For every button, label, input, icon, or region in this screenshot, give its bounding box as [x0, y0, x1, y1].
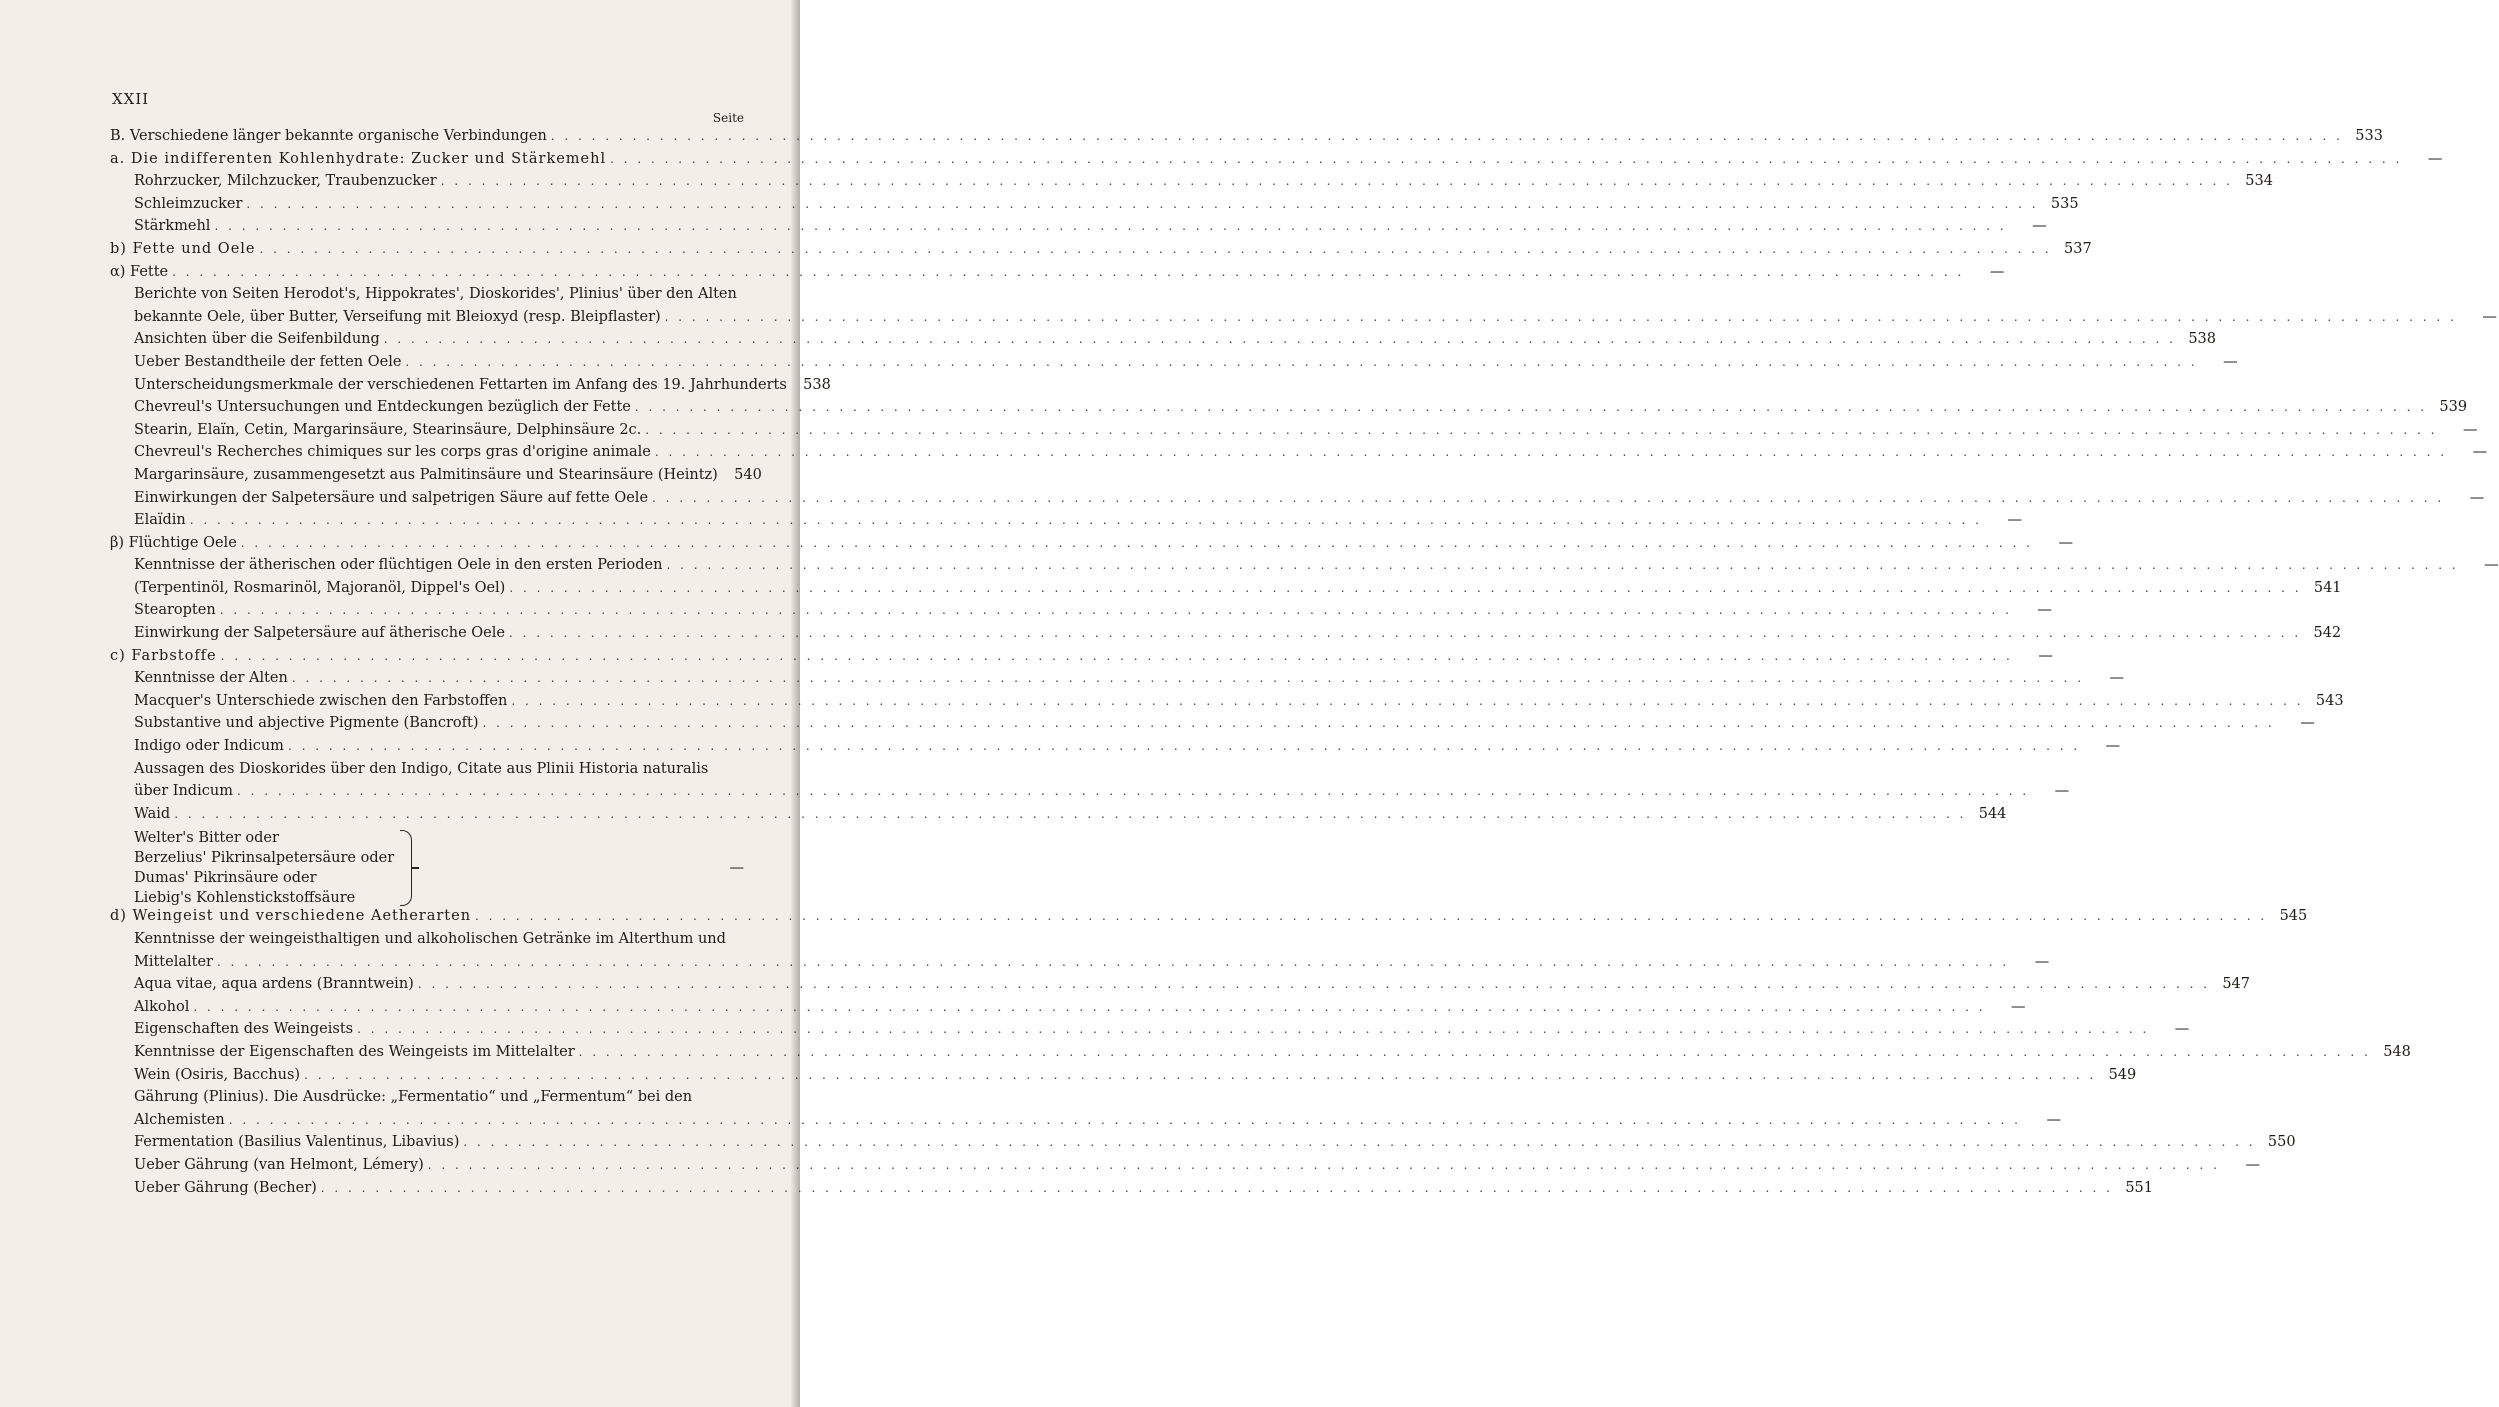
toc-entry: [110, 240, 2092, 264]
dot-leader: [221, 649, 2013, 663]
toc-entry: [110, 308, 2497, 332]
toc-entry-title: Stearopten: [134, 602, 216, 619]
page-edge-shadow: [790, 0, 800, 1407]
toc-entry: [110, 286, 744, 309]
toc-entry: [110, 1043, 2411, 1067]
toc-page-ref: —: [2038, 647, 2053, 664]
toc-entry-title: Kenntnisse der ätherischen oder flüchtigen Oele in den ersten Perioden: [134, 557, 663, 574]
toc-entry: [110, 173, 2273, 196]
brace-group-item: Dumas' Pikrinsäure oder: [134, 870, 317, 887]
dot-leader: [405, 355, 2197, 369]
toc-brace-group: [110, 828, 744, 908]
toc-page-ref: 551: [2125, 1179, 2153, 1196]
toc-entry-title: Kenntnisse der weingeisthaltigen und alkoholischen Getränke im Alterthum und: [134, 931, 726, 947]
dot-leader: [428, 1158, 2220, 1172]
toc-page-ref: 535: [2050, 195, 2079, 212]
brace-group-item: Berzelius' Pikrinsalpetersäure oder: [134, 850, 395, 867]
toc-page-ref: 548: [2383, 1043, 2411, 1060]
toc-entry-title: Alchemisten: [134, 1111, 225, 1128]
toc-entry-title: Einwirkungen der Salpetersäure und salpetrigen Säure auf fette Oele: [134, 489, 649, 506]
dot-leader: [214, 219, 2006, 233]
dot-leader: [509, 626, 2301, 640]
toc-entry-title: Aqua vitae, aqua ardens (Branntwein): [134, 976, 414, 993]
toc-entry: [110, 376, 831, 400]
toc-entry-title: a. Die indifferenten Kohlenhydrate: Zucker und Stärkemehl: [110, 150, 607, 167]
toc-entry: [110, 647, 2053, 671]
toc-page-ref: 547: [2222, 976, 2251, 993]
toc-page-ref: 543: [2315, 692, 2344, 709]
dot-leader: [441, 174, 2233, 188]
toc-entry-title: Stearin, Elaïn, Cetin, Margarinsäure, Stearinsäure, Delphinsäure 2c.: [134, 421, 642, 438]
dot-leader: [384, 332, 2176, 346]
dot-leader: [475, 909, 2267, 923]
toc-entry: [110, 1021, 2190, 1044]
toc-entry: [110, 489, 2485, 513]
toc-entry: [110, 150, 2443, 174]
toc-entry-title: Unterscheidungsmerkmale der verschiedenen Fettarten im Anfang des 19. Jahrhunderts: [134, 376, 787, 393]
toc-entry-title: d) Weingeist und verschiedene Aetherarten: [110, 908, 472, 925]
toc-entry: [110, 1179, 2153, 1203]
toc-page-ref: —: [2462, 421, 2478, 438]
toc-entry-title: Ueber Gährung (Becher): [134, 1179, 317, 1196]
toc-page-ref: 537: [2064, 240, 2092, 257]
toc-page-ref: —: [2472, 444, 2488, 461]
toc-entry-title: c) Farbstoffe: [110, 647, 217, 664]
toc-entry-title: Waid: [134, 805, 171, 822]
toc-page-ref: —: [2046, 1111, 2061, 1128]
toc-page-ref: —: [2034, 953, 2050, 970]
toc-entry-title: Rohrzucker, Milchzucker, Traubenzucker: [134, 173, 437, 190]
toc-entry: [110, 399, 2468, 422]
dot-leader: [551, 129, 2343, 143]
toc-page-ref: —: [2011, 998, 2026, 1015]
dot-leader: [237, 784, 2029, 798]
toc-entry-title: Margarinsäure, zusammengesetzt aus Palmitinsäure und Stearinsäure (Heintz): [134, 466, 718, 483]
dot-leader: [193, 1000, 1985, 1014]
toc-entry-title: β) Flüchtige Oele: [110, 534, 237, 551]
toc-page-ref: 534: [2245, 173, 2273, 190]
toc-entry: [110, 715, 2315, 738]
toc-page-ref: 540: [734, 466, 762, 483]
toc-entry: [110, 953, 2050, 977]
toc-entry: [110, 263, 2005, 287]
toc-entry: [110, 1134, 2296, 1157]
toc-entry: [110, 908, 2308, 931]
dot-leader: [229, 1113, 2021, 1127]
toc-entry: [110, 783, 2070, 806]
toc-page-ref: —: [2032, 218, 2047, 235]
toc-entry-title: Ansichten über die Seifenbildung: [134, 331, 380, 348]
toc-entry-title: Gährung (Plinius). Die Ausdrücke: „Fermentatio“ und „Fermentum“ bei den: [134, 1089, 693, 1106]
toc-entry-title: Wein (Osiris, Bacchus): [134, 1066, 301, 1083]
toc-section-after: [110, 908, 2411, 1202]
toc-entry-title: Chevreul's Recherches chimiques sur les corps gras d'origine animale: [134, 444, 651, 461]
dot-leader: [241, 536, 2033, 550]
dot-leader: [220, 603, 2012, 617]
toc-entry-title: bekannte Oele, über Butter, Verseifung mit Bleioxyd (resp. Bleipflaster): [134, 308, 661, 325]
toc-entry-title: Mittelalter: [134, 953, 213, 970]
toc-entry-title: Substantive und abjective Pigmente (Bancroft): [134, 715, 479, 732]
toc-entry: [110, 331, 2216, 354]
toc-page-ref: 533: [2355, 128, 2383, 144]
toc-page-ref: 544: [1978, 805, 2007, 822]
toc-entry: [110, 1089, 744, 1112]
toc-entry-title: Ueber Gährung (van Helmont, Lémery): [134, 1156, 424, 1173]
dot-leader: [511, 694, 2303, 708]
toc-page-ref: —: [2105, 738, 2121, 755]
toc-page-ref: —: [1989, 263, 2005, 280]
toc-page-ref: 539: [2439, 399, 2468, 416]
toc-entry: [110, 602, 2052, 625]
toc-page-ref: —: [2300, 715, 2315, 732]
toc-entry-title: Kenntnisse der Eigenschaften des Weingeists im Mittelalter: [134, 1043, 575, 1060]
toc-entry-title: Berichte von Seiten Herodot's, Hippokrates', Dioskorides', Plinius' über den Alten: [134, 286, 737, 303]
dot-leader: [655, 445, 2447, 459]
toc-entry: [110, 579, 2342, 603]
toc-entry-title: Chevreul's Untersuchungen und Entdeckungen bezüglich der Fette: [134, 399, 631, 416]
toc-page-ref: —: [2174, 1021, 2190, 1038]
toc-page-ref: —: [2245, 1156, 2260, 1173]
dot-leader: [610, 152, 2402, 166]
toc-entry-title: (Terpentinöl, Rosmarinöl, Majoranöl, Dippel's Oel): [134, 579, 506, 596]
dot-leader: [321, 1181, 2113, 1195]
toc-entry-title: Macquer's Unterschiede zwischen den Farbstoffen: [134, 692, 508, 709]
toc-entry-title: α) Fette: [110, 263, 169, 280]
toc-page-ref: 549: [2108, 1066, 2137, 1083]
toc-entry: [110, 692, 2344, 716]
toc-entry: [110, 534, 2073, 558]
toc-page-ref: 538: [803, 376, 831, 393]
dot-leader: [635, 400, 2427, 414]
toc-page-ref: 538: [2188, 331, 2216, 348]
toc-entry-title: B. Verschiedene länger bekannte organische Verbindungen: [110, 128, 547, 144]
dot-leader: [482, 716, 2274, 730]
brace-group-names: [134, 828, 394, 908]
dot-leader: [665, 310, 2457, 324]
toc-entry: [110, 1066, 2137, 1090]
toc-entry: [110, 998, 2026, 1022]
toc-entry-title: Aussagen des Dioskorides über den Indigo, Citate aus Plinii Historia naturalis: [134, 760, 709, 777]
toc-page-ref: 550: [2267, 1134, 2296, 1151]
toc-entry: [110, 1156, 2260, 1180]
dot-leader: [292, 671, 2084, 685]
toc-entry: [110, 128, 2383, 151]
dot-leader: [418, 977, 2210, 991]
toc-entry-title: Einwirkung der Salpetersäure auf ätherische Oele: [134, 625, 505, 642]
brace-group-item: Welter's Bitter oder: [134, 830, 279, 847]
curly-brace-icon: [400, 830, 412, 906]
toc-entry-title: Stärkmehl: [134, 218, 211, 235]
toc-page-ref: 542: [2313, 625, 2342, 642]
toc-entry: [110, 218, 2047, 241]
dot-leader: [509, 581, 2301, 595]
toc-entry: [110, 805, 2007, 829]
toc-entry: [110, 466, 762, 490]
toc-page-ref: —: [2482, 308, 2497, 325]
toc-section-before: [110, 128, 2499, 828]
dot-leader: [172, 265, 1964, 279]
toc-entry-title: Indigo oder Indicum: [134, 738, 284, 755]
dot-leader: [579, 1045, 2371, 1059]
toc-entry-title: Eigenschaften des Weingeists: [134, 1021, 354, 1038]
toc-entry-title: über Indicum: [134, 783, 233, 800]
toc-page-ref: 545: [2279, 908, 2308, 925]
toc-entry: [110, 670, 2125, 693]
toc-page-ref: 541: [2313, 579, 2342, 596]
toc-entry-title: Alkohol: [134, 998, 190, 1015]
brace-group-item: Liebig's Kohlenstickstoffsäure: [134, 890, 356, 907]
toc-page-ref: —: [2054, 783, 2070, 800]
dot-leader: [652, 491, 2444, 505]
dot-leader: [260, 242, 2052, 256]
page-number: XXII: [112, 90, 150, 108]
toc-entry: [110, 1111, 2061, 1135]
toc-entry-title: Ueber Bestandtheile der fetten Oele: [134, 353, 402, 370]
toc-entry: [110, 444, 2488, 467]
column-header: Seite: [712, 111, 744, 125]
dot-leader: [463, 1135, 2255, 1149]
toc-entry-title: Fermentation (Basilius Valentinus, Libavius): [134, 1134, 460, 1151]
dot-leader: [666, 558, 2458, 572]
toc-page-ref: —: [2109, 670, 2125, 687]
toc-entry: [110, 625, 2342, 648]
toc-page-ref: —: [2037, 602, 2052, 619]
toc-entry-title: Schleimzucker: [134, 195, 243, 212]
toc-entry: [110, 421, 2478, 445]
dot-leader: [288, 739, 2080, 753]
toc-page-ref: —: [729, 860, 744, 877]
dot-leader: [357, 1022, 2149, 1036]
toc-page-ref: —: [2007, 512, 2022, 529]
toc-entry-title: Elaïdin: [134, 512, 186, 529]
dot-leader: [174, 807, 1966, 821]
dot-leader: [304, 1068, 2096, 1082]
toc-entry: [110, 557, 2499, 580]
toc-entry: [110, 195, 2079, 219]
toc-entry-title: Kenntnisse der Alten: [134, 670, 288, 687]
dot-leader: [246, 197, 2038, 211]
toc-entry: [110, 761, 744, 784]
toc-page-ref: —: [2484, 557, 2499, 574]
toc-entry: [110, 738, 2121, 761]
toc-entry: [110, 931, 744, 954]
dot-leader: [645, 423, 2437, 437]
toc-entry: [110, 353, 2238, 377]
toc-entry-title: b) Fette und Oele: [110, 240, 256, 257]
toc-entry: [110, 976, 2251, 999]
dot-leader: [190, 513, 1982, 527]
dot-leader: [217, 955, 2009, 969]
toc-entry: [110, 512, 2022, 535]
toc-page-ref: —: [2058, 534, 2073, 551]
toc-page-ref: —: [2469, 489, 2485, 506]
toc-page-ref: —: [2427, 150, 2443, 167]
table-of-contents: [110, 128, 2499, 1202]
toc-page-ref: —: [2223, 353, 2238, 370]
